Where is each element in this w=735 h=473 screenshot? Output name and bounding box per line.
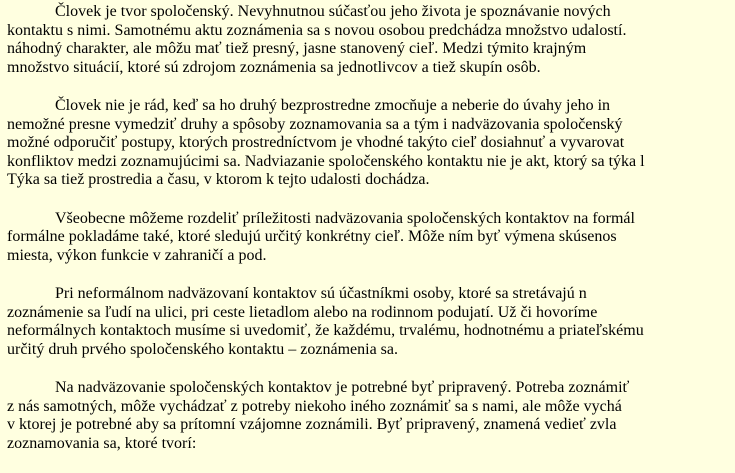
text-line: Človek je tvor spoločenský. Nevyhnutnou súčasťou jeho života je spoznávanie nových	[55, 3, 611, 20]
text-line: Pri neformálnom nadväzovaní kontaktov sú účastníkmi osoby, ktoré sa stretávajú n	[55, 285, 587, 302]
text-line: kontaktu s nimi. Samotnému aktu zoznámenia sa s novou osobou predchádza množstvo udalostí.	[7, 21, 627, 39]
text-line: možné odporučiť postupy, ktorých prostredníctvom je vhodné takýto cieľ dosiahnuť a vyvarovat	[7, 134, 625, 151]
document-body	[7, 3, 735, 473]
text-line: Všeobecne môžeme rozdeliť príležitosti nadväzovania spoločenských kontaktov na formál	[55, 209, 635, 227]
text-line: množstvo situácií, ktoré sú zdrojom zoznámenia sa jednotlivcov a tiež skupín osôb.	[7, 58, 541, 76]
text-line: konfliktov medzi zoznamujúcimi sa. Nadviazanie spoločenského kontaktu nie je akt, ktorý sa týka l	[7, 152, 645, 170]
text-line: nemožné presne vymedziť druhy a spôsoby zoznamovania sa a tým i nadväzovania spoločenský	[7, 115, 623, 133]
text-line: určitý druh prvého spoločenského kontaktu – zoznámenia sa.	[7, 340, 398, 358]
text-line: z nás samotných, môže vychádzať z potreby niekoho iného zoznámiť sa s nami, ale môže vychá	[7, 397, 622, 415]
paragraph-1	[7, 3, 735, 77]
paragraph-2	[7, 97, 735, 190]
text-line: formálne pokladáme také, ktoré sledujú určitý konkrétny cieľ. Môže ním byť výmena skúsenos	[7, 228, 617, 245]
paragraph-4	[7, 285, 735, 359]
text-line: neformálnych kontaktoch musíme si uvedomiť, že každému, trvalému, hodnotnému a priateľskému	[7, 322, 644, 339]
paragraph-5	[7, 379, 735, 453]
paragraph-3	[7, 210, 735, 266]
text-line: Na nadväzovanie spoločenských kontaktov je potrebné byť pripravený. Potreba zoznámiť	[55, 379, 630, 396]
text-line: zoznámenie sa ľudí na ulici, pri ceste lietadlom alebo na rodinnom podujatí. Už či hovoríme	[7, 303, 598, 321]
text-line: miesta, výkon funkcie v zahraničí a pod.	[7, 246, 267, 264]
text-line: náhodný charakter, ale môžu mať tiež presný, jasne stanovený cieľ. Medzi týmito krajným	[7, 40, 587, 57]
text-line: Človek nie je rád, keď sa ho druhý bezprostredne zmocňuje a neberie do úvahy jeho in	[55, 97, 611, 114]
text-line: zoznamovania sa, ktoré tvorí:	[7, 434, 197, 452]
text-line: v ktorej je potrebné aby sa prítomní vzájomne zoznámili. Byť pripravený, znamená vedieť zvla	[7, 416, 617, 433]
text-line: Týka sa tiež prostredia a času, v ktorom k tejto udalosti dochádza.	[7, 171, 430, 188]
